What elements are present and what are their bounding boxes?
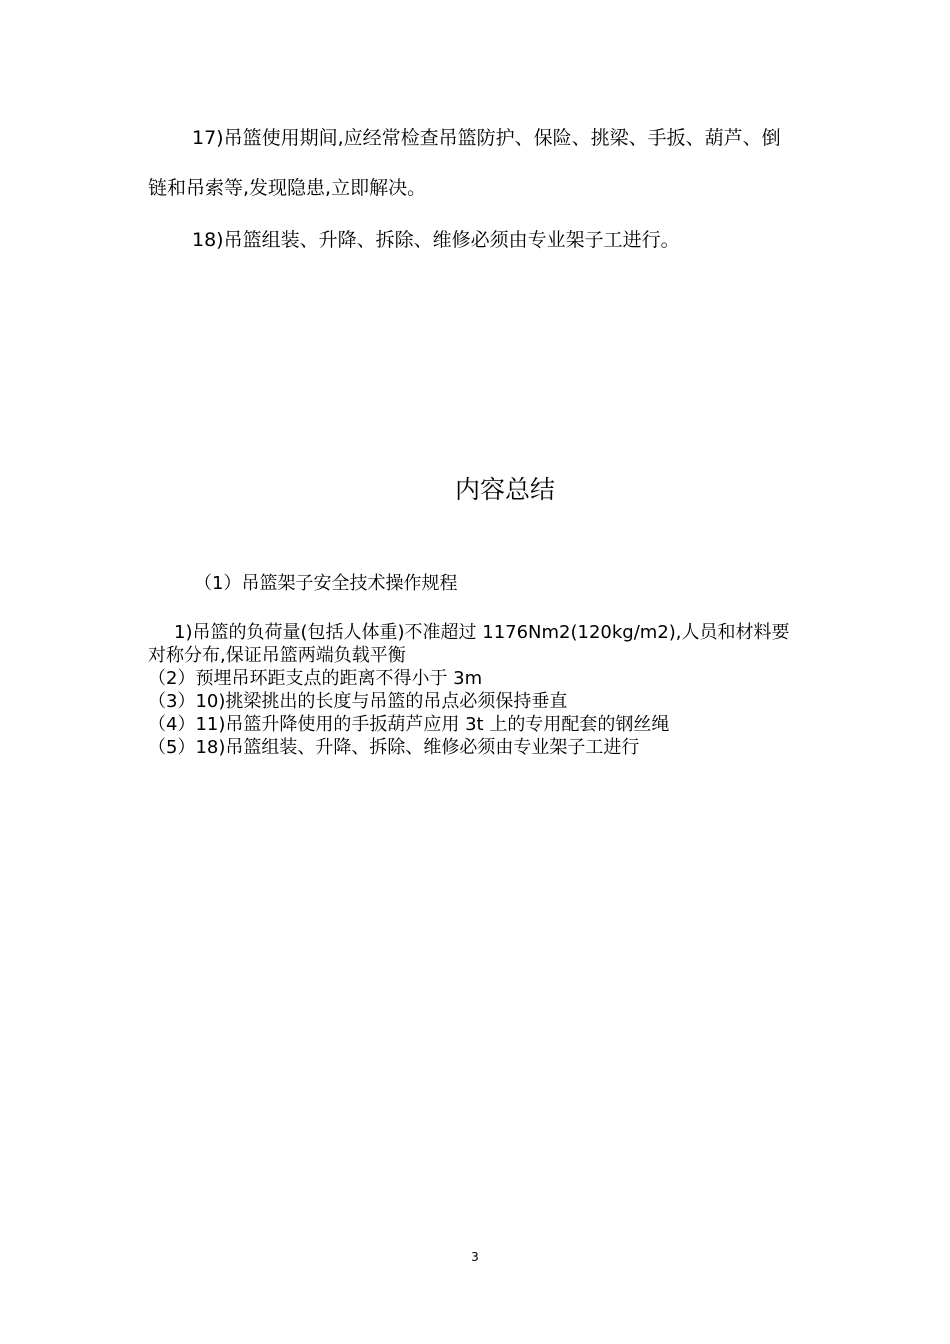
summary-item: （2）预埋吊环距支点的距离不得小于 3m	[148, 668, 483, 689]
paragraph-item-18: 18)吊篮组装、升降、拆除、维修必须由专业架子工进行。	[192, 229, 680, 251]
summary-list	[148, 621, 798, 759]
summary-item: （3）10)挑梁挑出的长度与吊篮的吊点必须保持垂直	[148, 691, 568, 712]
summary-item: （5）18)吊篮组装、升降、拆除、维修必须由专业架子工进行	[148, 737, 640, 758]
summary-item: 1)吊篮的负荷量(包括人体重)不准超过 1176Nm2(120kg/m2),人员和材料要对称分布,保证吊篮两端负载平衡	[148, 622, 790, 666]
summary-subtitle: （1）吊篮架子安全技术操作规程	[194, 573, 458, 594]
page-number: 3	[471, 1250, 479, 1264]
paragraph-item-17: 17)吊篮使用期间,应经常检查吊篮防护、保险、挑梁、手扳、葫芦、倒链和吊索等,发现隐患,立即解决。	[148, 127, 781, 199]
summary-item: （4）11)吊篮升降使用的手扳葫芦应用 3t 上的专用配套的钢丝绳	[148, 714, 670, 735]
summary-title: 内容总结	[454, 475, 555, 504]
